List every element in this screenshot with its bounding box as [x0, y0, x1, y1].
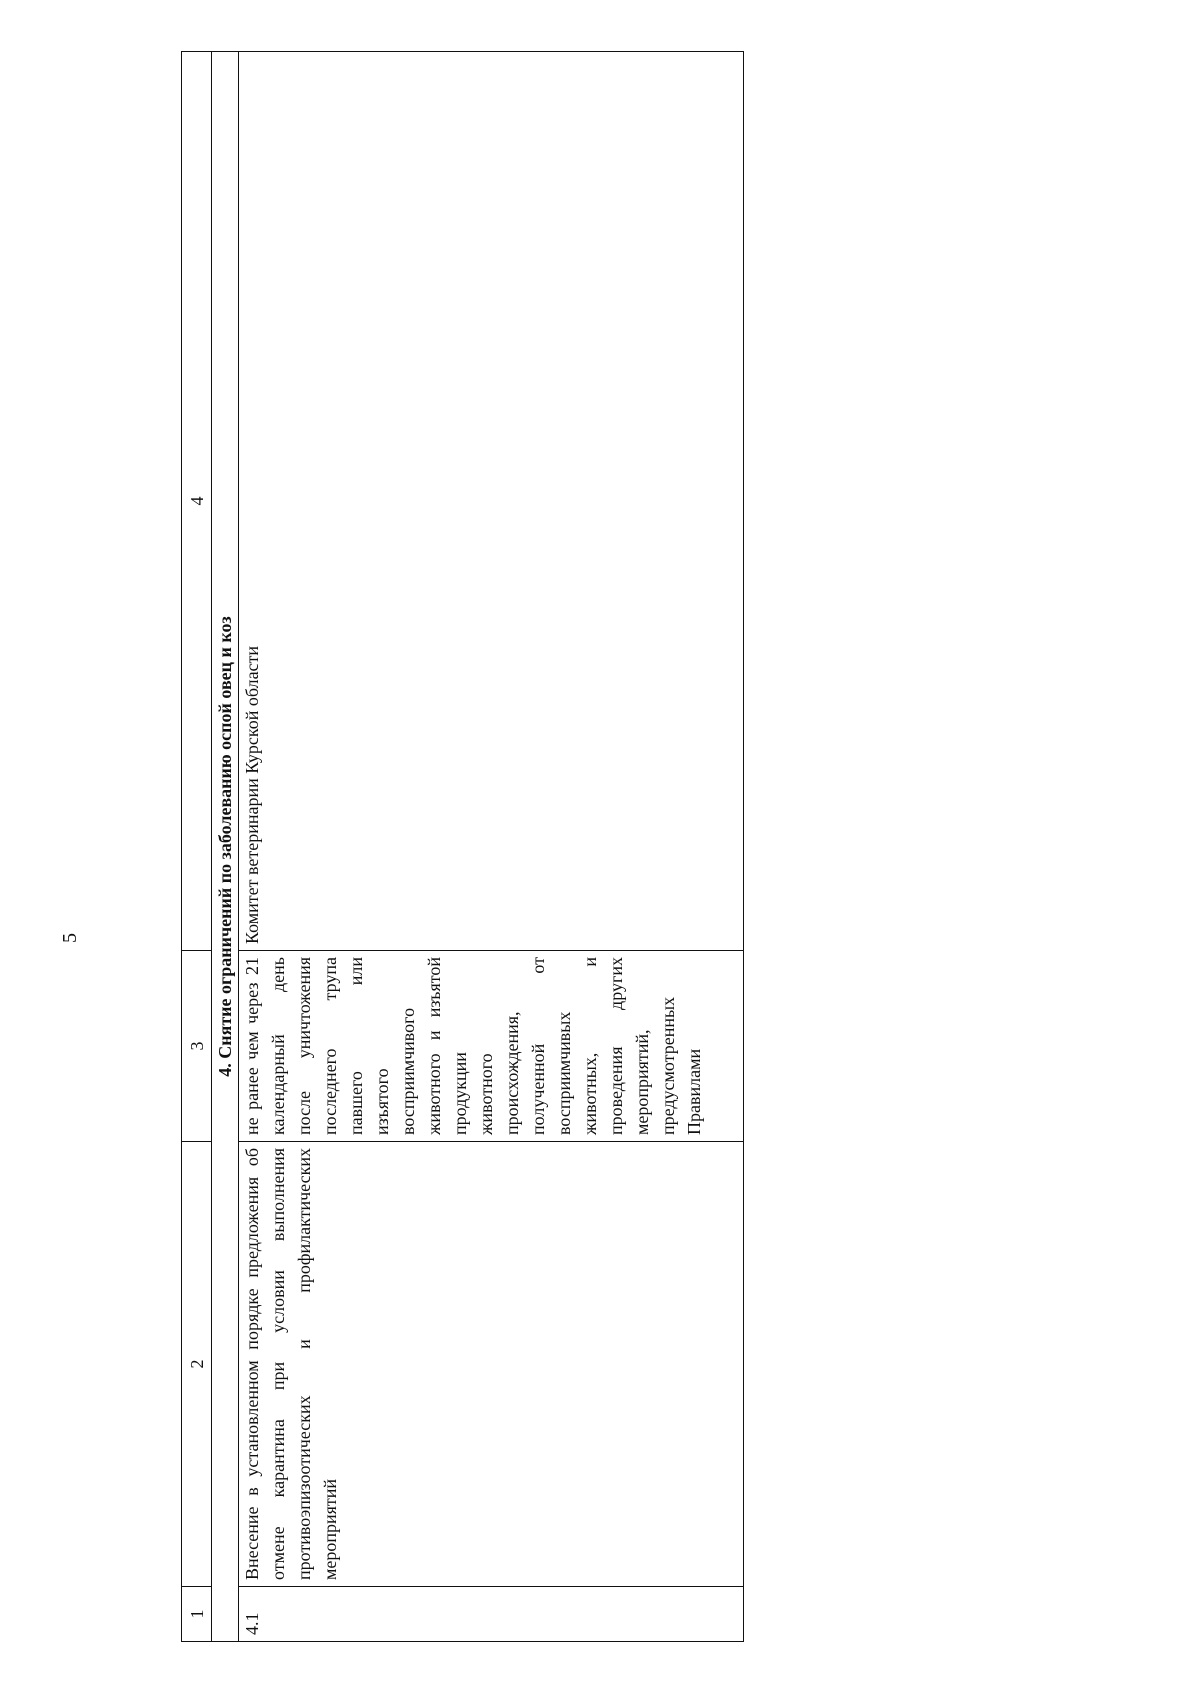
row-number: 4.1 [239, 1587, 744, 1642]
term-line: происхождения, [502, 1011, 522, 1135]
column-number-row [182, 52, 212, 1642]
term-line: мероприятий, [632, 1029, 652, 1135]
section-row [212, 52, 239, 1642]
table-row [239, 52, 744, 1642]
term-line: предусмотренных [658, 996, 678, 1135]
term-line: животных, и [580, 957, 600, 1135]
measures-table [181, 51, 744, 1642]
term-line: не ранее чем через 21 [242, 957, 262, 1135]
term-line: изъятого [372, 1068, 392, 1135]
column-number-3: 3 [182, 951, 212, 1142]
column-number-2: 2 [182, 1142, 212, 1587]
row-term [239, 951, 744, 1142]
page-number: 5 [59, 933, 81, 943]
row-responsible: Комитет ветеринарии Курской области [239, 52, 744, 951]
term-line: проведения других [606, 957, 626, 1135]
term-line: павшего или [346, 957, 366, 1135]
term-line: продукции [450, 1052, 470, 1135]
term-line: животного [476, 1053, 496, 1135]
row-action: Внесение в установленном порядке предложения об отмене карантина при условии выполнения противоэпизоотических и профилактических мероприятий [239, 1142, 744, 1587]
term-line: восприимчивых [554, 1011, 574, 1135]
term-line: полученной от [528, 957, 548, 1135]
column-number-4: 4 [182, 52, 212, 951]
term-line: после уничтожения [294, 957, 314, 1135]
column-number-1: 1 [182, 1587, 212, 1642]
section-title: 4. Снятие ограничений по заболеванию оспой овец и коз [212, 52, 239, 1642]
term-line: календарный день [268, 957, 288, 1135]
term-line: последнего трупа [320, 957, 340, 1135]
term-line: Правилами [684, 1048, 704, 1135]
rotated-table-container [181, 52, 744, 1642]
term-line: животного и изъятой [424, 957, 444, 1135]
term-line: восприимчивого [398, 1007, 418, 1135]
